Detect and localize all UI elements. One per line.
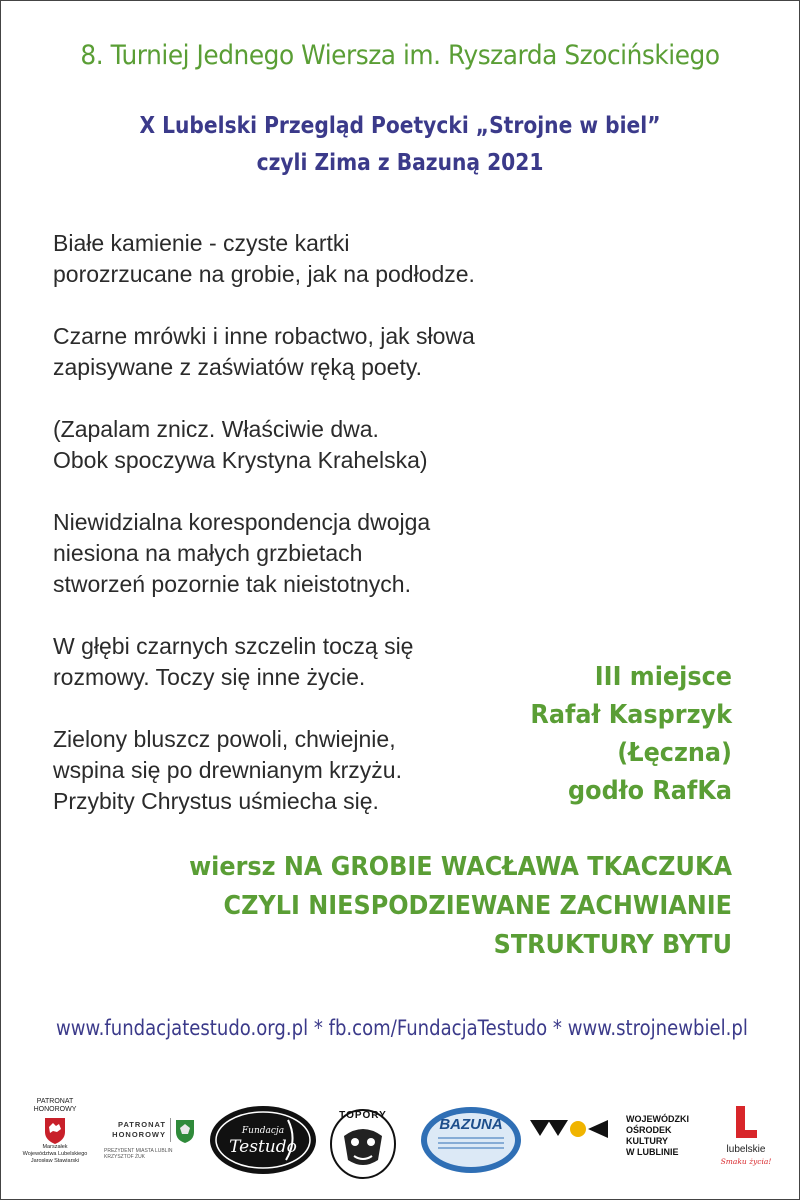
poem-title-line: STRUKTURY BYTU <box>493 930 732 960</box>
marshal-bottom-line: Województwa Lubelskiego <box>22 1151 88 1157</box>
testudo-logo <box>208 1104 318 1176</box>
poem-line: Zielony bluszcz powoli, chwiejnie, <box>53 726 396 752</box>
president-sub: KRZYSZTOF ŻUK <box>104 1154 146 1160</box>
poem-line: stworzeń pozornie tak nieistotnych. <box>53 571 411 597</box>
wok-line: WOJEWÓDZKI <box>626 1114 689 1124</box>
poem-stanza <box>53 414 613 476</box>
poem-line: rozmowy. Toczy się inne życie. <box>53 664 366 690</box>
award-block <box>438 658 732 810</box>
president-patronage-logo <box>104 1118 200 1168</box>
marshal-bottom-line: Jarosław Stawiarski <box>30 1158 80 1164</box>
wok-logo <box>528 1110 708 1170</box>
footer-links[interactable]: www.fundacjatestudo.org.pl * fb.com/FundacjaTestudo * www.strojnewbiel.pl <box>56 1016 748 1040</box>
topory-label: TOPORY <box>339 1110 387 1121</box>
topory-logo <box>328 1102 398 1180</box>
president-label: HONOROWY <box>112 1130 166 1139</box>
poem-title <box>88 848 732 965</box>
poem-line: Przybity Chrystus uśmiecha się. <box>53 788 379 814</box>
lublin-crest-icon <box>174 1118 196 1144</box>
marshal-patronage-logo <box>22 1098 88 1188</box>
poem-line: wspina się po drewnianym krzyżu. <box>53 757 402 783</box>
lubelskie-label: lubelskie <box>726 1144 766 1155</box>
poem-line: porozrzucane na grobie, jak na podłodze. <box>53 261 475 287</box>
president-label: PATRONAT <box>118 1120 166 1129</box>
poem-stanza <box>53 228 613 290</box>
marshal-crest-icon <box>22 1114 88 1144</box>
testudo-line2: Testudo <box>229 1137 297 1157</box>
award-place: III miejsce <box>594 662 732 692</box>
poem-line: W głębi czarnych szczelin toczą się <box>53 633 414 659</box>
event-subtitle-line1: X Lubelski Przegląd Poetycki „Strojne w biel” <box>139 113 661 139</box>
poem-line: niesiona na małych grzbietach <box>53 540 363 566</box>
wok-line: W LUBLINIE <box>626 1147 679 1157</box>
wok-symbol-icon <box>528 1116 612 1142</box>
poem-line: Czarne mrówki i inne robactwo, jak słowa <box>53 323 475 349</box>
marshal-top-line: PATRONAT <box>36 1098 74 1105</box>
poem-line: Obok spoczywa Krystyna Krahelska) <box>53 447 428 473</box>
poem-title-line: wiersz NA GROBIE WACŁAWA TKACZUKA <box>189 852 733 882</box>
poem-stanza <box>53 321 613 383</box>
president-sub: PREZYDENT MIASTA LUBLIN <box>104 1148 173 1154</box>
poem-line: Niewidzialna korespondencja dwojga <box>53 509 431 535</box>
event-subtitle-line2: czyli Zima z Bazuną 2021 <box>256 150 544 176</box>
lubelskie-tagline: Smaku życia! <box>720 1157 772 1166</box>
marshal-bottom-line: Marszałek <box>42 1144 68 1150</box>
bazuna-logo <box>420 1106 522 1174</box>
award-motto: godło RafKa <box>568 776 732 806</box>
tournament-title: 8. Turniej Jednego Wiersza im. Ryszarda Szocińskiego <box>80 40 720 71</box>
poem-line: (Zapalam znicz. Właściwie dwa. <box>53 416 379 442</box>
sponsor-logos <box>0 1090 800 1190</box>
poem-stanza <box>53 507 613 600</box>
bazuna-label: BAZUNA <box>439 1116 503 1133</box>
poem-line: zapisywane z zaświatów ręką poety. <box>53 354 423 380</box>
lubelskie-l-icon <box>732 1104 760 1140</box>
wok-line: OŚRODEK <box>626 1125 672 1135</box>
poem-line: Białe kamienie - czyste kartki <box>53 230 350 256</box>
award-author: Rafał Kasprzyk <box>530 700 732 730</box>
testudo-line1: Fundacja <box>241 1126 285 1136</box>
wok-line: KULTURY <box>626 1136 668 1146</box>
lubelskie-logo <box>716 1104 776 1184</box>
award-city: (Łęczna) <box>617 738 732 768</box>
marshal-top-line: HONOROWY <box>33 1106 77 1113</box>
poem-title-line: CZYLI NIESPODZIEWANE ZACHWIANIE <box>223 891 732 921</box>
